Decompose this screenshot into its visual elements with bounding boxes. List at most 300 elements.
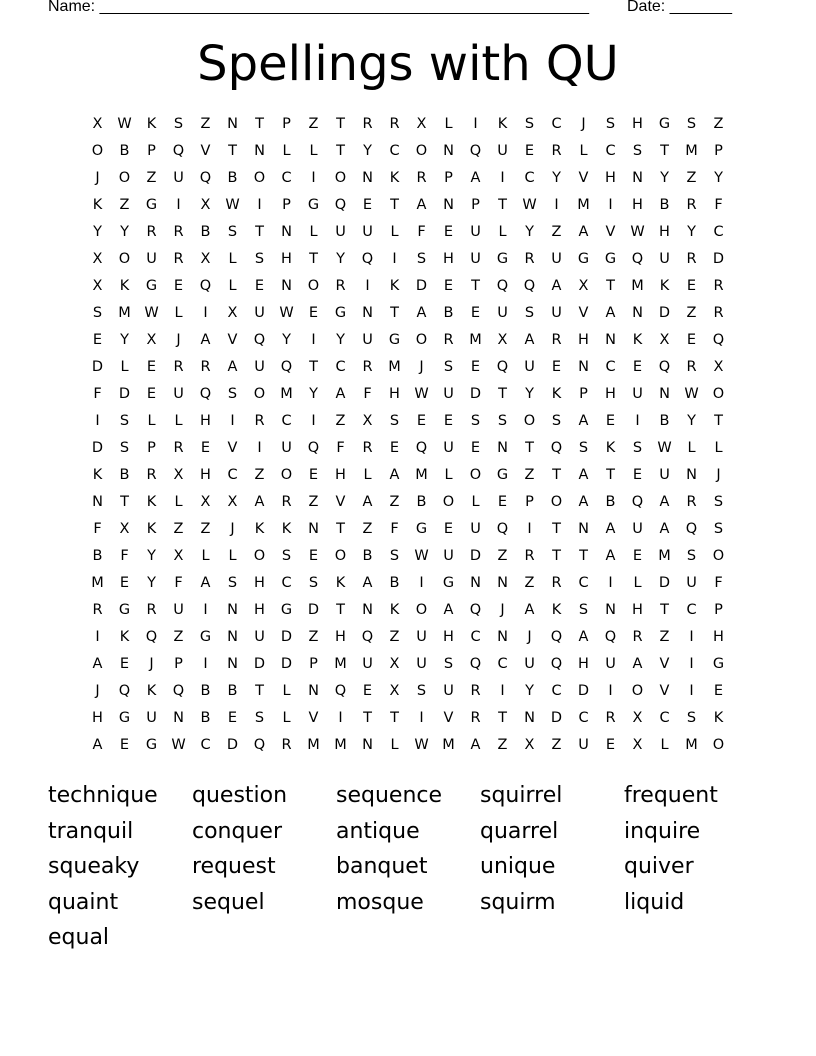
grid-letter[interactable]: A — [578, 629, 589, 645]
grid-letter[interactable]: H — [200, 467, 211, 483]
grid-letter[interactable]: O — [712, 548, 725, 564]
grid-letter[interactable]: R — [146, 224, 157, 240]
grid-letter[interactable]: W — [117, 116, 132, 132]
grid-letter[interactable]: Z — [146, 170, 157, 186]
grid-letter[interactable]: T — [309, 359, 318, 375]
grid-letter[interactable]: J — [527, 629, 532, 645]
grid-letter[interactable]: E — [497, 494, 508, 510]
grid-letter[interactable]: C — [335, 359, 346, 375]
grid-letter[interactable]: B — [200, 710, 211, 726]
grid-letter[interactable]: G — [658, 116, 671, 132]
grid-letter[interactable]: R — [686, 251, 697, 267]
grid-letter[interactable]: A — [578, 494, 589, 510]
grid-letter[interactable]: L — [390, 737, 399, 753]
grid-letter[interactable]: E — [686, 278, 697, 294]
grid-letter[interactable]: D — [658, 305, 671, 321]
grid-letter[interactable]: M — [685, 737, 698, 753]
grid-letter[interactable]: R — [281, 737, 292, 753]
grid-letter[interactable]: Q — [550, 656, 563, 672]
grid-letter[interactable]: C — [281, 170, 292, 186]
grid-letter[interactable]: E — [146, 386, 157, 402]
grid-letter[interactable]: C — [524, 170, 535, 186]
grid-letter[interactable]: H — [632, 602, 643, 618]
grid-letter[interactable]: I — [230, 413, 235, 429]
grid-letter[interactable]: K — [389, 278, 400, 294]
grid-letter[interactable]: U — [254, 305, 265, 321]
grid-letter[interactable]: S — [713, 521, 724, 537]
grid-letter[interactable]: N — [254, 143, 265, 159]
grid-letter[interactable]: O — [334, 548, 347, 564]
grid-letter[interactable]: A — [605, 548, 616, 564]
grid-letter[interactable]: I — [419, 575, 424, 591]
grid-letter[interactable]: H — [200, 413, 211, 429]
grid-letter[interactable]: Z — [497, 737, 508, 753]
grid-letter[interactable]: G — [307, 197, 320, 213]
grid-letter[interactable]: S — [308, 575, 319, 591]
grid-letter[interactable]: L — [309, 224, 318, 240]
grid-letter[interactable]: H — [254, 602, 265, 618]
grid-letter[interactable]: M — [577, 197, 590, 213]
grid-letter[interactable]: S — [119, 440, 130, 456]
grid-letter[interactable]: B — [659, 197, 670, 213]
grid-letter[interactable]: H — [605, 386, 616, 402]
grid-letter[interactable]: D — [253, 656, 266, 672]
grid-letter[interactable]: R — [173, 224, 184, 240]
grid-letter[interactable]: O — [712, 386, 725, 402]
grid-letter[interactable]: Y — [120, 332, 129, 348]
grid-letter[interactable]: U — [605, 656, 616, 672]
grid-letter[interactable]: T — [498, 197, 507, 213]
grid-letter[interactable]: E — [632, 548, 643, 564]
grid-letter[interactable]: R — [362, 440, 373, 456]
grid-letter[interactable]: S — [389, 413, 400, 429]
grid-letter[interactable]: K — [389, 170, 400, 186]
grid-letter[interactable]: N — [497, 629, 508, 645]
grid-letter[interactable]: Q — [280, 359, 293, 375]
grid-letter[interactable]: G — [415, 521, 428, 537]
grid-letter[interactable]: P — [471, 197, 480, 213]
grid-letter[interactable]: S — [497, 413, 508, 429]
grid-letter[interactable]: C — [578, 575, 589, 591]
grid-letter[interactable]: Q — [523, 278, 536, 294]
grid-letter[interactable]: B — [389, 575, 400, 591]
grid-letter[interactable]: A — [389, 467, 400, 483]
grid-letter[interactable]: M — [415, 467, 428, 483]
grid-letter[interactable]: Q — [604, 629, 617, 645]
grid-letter[interactable]: E — [632, 467, 643, 483]
grid-letter[interactable]: I — [689, 656, 694, 672]
grid-letter[interactable]: G — [118, 602, 131, 618]
grid-letter[interactable]: W — [630, 224, 645, 240]
grid-letter[interactable]: A — [254, 494, 265, 510]
grid-letter[interactable]: E — [200, 440, 211, 456]
grid-letter[interactable]: X — [92, 278, 103, 294]
grid-letter[interactable]: Y — [552, 170, 561, 186]
grid-letter[interactable]: R — [632, 629, 643, 645]
grid-letter[interactable]: K — [92, 467, 103, 483]
grid-letter[interactable]: U — [254, 629, 265, 645]
grid-letter[interactable]: H — [632, 116, 643, 132]
grid-letter[interactable]: D — [658, 575, 671, 591]
grid-letter[interactable]: D — [469, 548, 482, 564]
grid-letter[interactable]: W — [279, 305, 294, 321]
grid-letter[interactable]: S — [416, 251, 427, 267]
grid-letter[interactable]: O — [631, 683, 644, 699]
grid-letter[interactable]: S — [686, 116, 697, 132]
grid-letter[interactable]: A — [92, 656, 103, 672]
grid-letter[interactable]: S — [443, 656, 454, 672]
grid-letter[interactable]: P — [174, 656, 183, 672]
grid-letter[interactable]: A — [200, 332, 211, 348]
grid-letter[interactable]: M — [685, 143, 698, 159]
grid-letter[interactable]: Q — [334, 683, 347, 699]
grid-letter[interactable]: F — [93, 521, 102, 537]
grid-letter[interactable]: L — [201, 548, 210, 564]
grid-letter[interactable]: X — [362, 413, 373, 429]
grid-letter[interactable]: Q — [496, 359, 509, 375]
grid-letter[interactable]: M — [307, 737, 320, 753]
grid-letter[interactable]: U — [281, 440, 292, 456]
grid-letter[interactable]: I — [635, 413, 640, 429]
grid-letter[interactable]: C — [470, 629, 481, 645]
grid-letter[interactable]: Q — [469, 656, 482, 672]
grid-letter[interactable]: H — [632, 197, 643, 213]
grid-letter[interactable]: M — [334, 737, 347, 753]
grid-letter[interactable]: A — [362, 494, 373, 510]
grid-letter[interactable]: H — [659, 224, 670, 240]
grid-letter[interactable]: D — [469, 386, 482, 402]
grid-letter[interactable]: U — [659, 467, 670, 483]
grid-letter[interactable]: T — [552, 521, 561, 537]
grid-letter[interactable]: U — [443, 683, 454, 699]
grid-letter[interactable]: Z — [524, 467, 535, 483]
grid-letter[interactable]: T — [552, 467, 561, 483]
grid-letter[interactable]: X — [632, 710, 643, 726]
grid-letter[interactable]: C — [281, 575, 292, 591]
grid-letter[interactable]: N — [227, 602, 238, 618]
grid-letter[interactable]: I — [257, 440, 262, 456]
grid-letter[interactable]: G — [118, 710, 131, 726]
grid-letter[interactable]: G — [604, 251, 617, 267]
grid-letter[interactable]: O — [307, 278, 320, 294]
grid-letter[interactable]: K — [281, 521, 292, 537]
grid-letter[interactable]: X — [173, 548, 184, 564]
grid-letter[interactable]: Q — [415, 440, 428, 456]
grid-letter[interactable]: T — [255, 224, 264, 240]
grid-letter[interactable]: W — [657, 440, 672, 456]
grid-letter[interactable]: S — [524, 116, 535, 132]
grid-letter[interactable]: Q — [334, 197, 347, 213]
grid-letter[interactable]: Q — [145, 629, 158, 645]
grid-letter[interactable]: O — [415, 602, 428, 618]
grid-letter[interactable]: S — [173, 116, 184, 132]
grid-letter[interactable]: N — [362, 602, 373, 618]
grid-letter[interactable]: U — [659, 251, 670, 267]
grid-letter[interactable]: V — [659, 683, 670, 699]
grid-letter[interactable]: U — [470, 224, 481, 240]
grid-letter[interactable]: L — [228, 251, 237, 267]
grid-letter[interactable]: E — [254, 278, 265, 294]
grid-letter[interactable]: T — [498, 386, 507, 402]
grid-letter[interactable]: B — [605, 494, 616, 510]
grid-letter[interactable]: P — [282, 116, 291, 132]
grid-letter[interactable]: Z — [497, 548, 508, 564]
grid-letter[interactable]: A — [416, 305, 427, 321]
grid-letter[interactable]: U — [254, 359, 265, 375]
grid-letter[interactable]: S — [470, 413, 481, 429]
grid-letter[interactable]: X — [389, 656, 400, 672]
grid-letter[interactable]: W — [414, 737, 429, 753]
grid-letter[interactable]: A — [578, 467, 589, 483]
grid-letter[interactable]: E — [551, 359, 562, 375]
grid-letter[interactable]: T — [525, 440, 534, 456]
grid-letter[interactable]: A — [470, 737, 481, 753]
grid-letter[interactable]: E — [227, 710, 238, 726]
grid-letter[interactable]: E — [146, 359, 157, 375]
grid-letter[interactable]: R — [362, 359, 373, 375]
grid-letter[interactable]: J — [95, 170, 100, 186]
grid-letter[interactable]: V — [578, 170, 589, 186]
grid-letter[interactable]: X — [713, 359, 724, 375]
grid-letter[interactable]: P — [444, 170, 453, 186]
grid-letter[interactable]: N — [443, 143, 454, 159]
grid-letter[interactable]: Q — [253, 332, 266, 348]
grid-letter[interactable]: C — [713, 224, 724, 240]
grid-letter[interactable]: P — [282, 197, 291, 213]
grid-letter[interactable]: W — [414, 386, 429, 402]
grid-letter[interactable]: L — [633, 575, 642, 591]
grid-letter[interactable]: Q — [172, 143, 185, 159]
grid-letter[interactable]: R — [146, 467, 157, 483]
grid-letter[interactable]: Y — [336, 251, 345, 267]
grid-letter[interactable]: T — [390, 197, 399, 213]
grid-letter[interactable]: H — [389, 386, 400, 402]
grid-letter[interactable]: A — [632, 656, 643, 672]
grid-letter[interactable]: J — [149, 656, 154, 672]
grid-letter[interactable]: S — [605, 116, 616, 132]
grid-letter[interactable]: Q — [712, 332, 725, 348]
grid-letter[interactable]: S — [227, 224, 238, 240]
grid-letter[interactable]: A — [524, 332, 535, 348]
grid-letter[interactable]: N — [308, 521, 319, 537]
grid-letter[interactable]: X — [200, 494, 211, 510]
grid-letter[interactable]: T — [714, 413, 723, 429]
grid-letter[interactable]: G — [145, 197, 158, 213]
grid-letter[interactable]: P — [714, 602, 723, 618]
grid-letter[interactable]: R — [713, 305, 724, 321]
grid-letter[interactable]: M — [91, 575, 104, 591]
grid-letter[interactable]: V — [227, 440, 238, 456]
grid-letter[interactable]: R — [200, 359, 211, 375]
grid-letter[interactable]: E — [92, 332, 103, 348]
grid-letter[interactable]: U — [497, 305, 508, 321]
grid-letter[interactable]: J — [500, 602, 505, 618]
grid-letter[interactable]: L — [282, 710, 291, 726]
grid-letter[interactable]: G — [145, 278, 158, 294]
grid-letter[interactable]: F — [417, 224, 426, 240]
grid-letter[interactable]: V — [605, 224, 616, 240]
grid-letter[interactable]: O — [280, 467, 293, 483]
grid-letter[interactable]: B — [119, 143, 130, 159]
grid-letter[interactable]: I — [311, 170, 316, 186]
grid-letter[interactable]: U — [551, 305, 562, 321]
grid-letter[interactable]: A — [443, 602, 454, 618]
grid-letter[interactable]: T — [390, 305, 399, 321]
grid-letter[interactable]: C — [578, 710, 589, 726]
grid-letter[interactable]: T — [228, 143, 237, 159]
grid-letter[interactable]: U — [362, 332, 373, 348]
grid-letter[interactable]: F — [120, 548, 129, 564]
grid-letter[interactable]: S — [92, 305, 103, 321]
grid-letter[interactable]: I — [419, 710, 424, 726]
grid-letter[interactable]: J — [95, 683, 100, 699]
grid-letter[interactable]: X — [92, 116, 103, 132]
grid-letter[interactable]: Z — [308, 629, 319, 645]
grid-letter[interactable]: U — [146, 710, 157, 726]
grid-letter[interactable]: U — [443, 386, 454, 402]
grid-letter[interactable]: E — [605, 737, 616, 753]
grid-letter[interactable]: N — [308, 683, 319, 699]
grid-letter[interactable]: M — [280, 386, 293, 402]
grid-letter[interactable]: Q — [118, 683, 131, 699]
grid-letter[interactable]: J — [716, 467, 721, 483]
grid-letter[interactable]: A — [578, 224, 589, 240]
grid-letter[interactable]: A — [524, 602, 535, 618]
grid-letter[interactable]: O — [523, 413, 536, 429]
grid-letter[interactable]: K — [119, 629, 130, 645]
grid-letter[interactable]: A — [659, 494, 670, 510]
grid-letter[interactable]: A — [416, 197, 427, 213]
grid-letter[interactable]: K — [92, 197, 103, 213]
grid-letter[interactable]: G — [712, 656, 725, 672]
grid-letter[interactable]: R — [389, 116, 400, 132]
grid-letter[interactable]: Y — [147, 548, 156, 564]
grid-letter[interactable]: I — [473, 116, 478, 132]
grid-letter[interactable]: O — [415, 332, 428, 348]
grid-letter[interactable]: S — [389, 548, 400, 564]
grid-letter[interactable]: U — [632, 386, 643, 402]
grid-letter[interactable]: Y — [525, 386, 534, 402]
grid-letter[interactable]: I — [95, 629, 100, 645]
grid-letter[interactable]: G — [442, 575, 455, 591]
grid-letter[interactable]: N — [605, 602, 616, 618]
grid-letter[interactable]: K — [551, 602, 562, 618]
grid-letter[interactable]: Z — [389, 629, 400, 645]
grid-letter[interactable]: D — [415, 278, 428, 294]
grid-letter[interactable]: Y — [687, 224, 696, 240]
grid-letter[interactable]: W — [414, 548, 429, 564]
grid-letter[interactable]: H — [335, 629, 346, 645]
grid-letter[interactable]: N — [92, 494, 103, 510]
grid-letter[interactable]: E — [443, 278, 454, 294]
grid-letter[interactable]: T — [309, 251, 318, 267]
grid-letter[interactable]: N — [497, 440, 508, 456]
grid-letter[interactable]: S — [281, 548, 292, 564]
grid-letter[interactable]: W — [171, 737, 186, 753]
grid-letter[interactable]: Y — [363, 143, 372, 159]
grid-letter[interactable]: M — [334, 656, 347, 672]
grid-letter[interactable]: D — [118, 386, 131, 402]
grid-letter[interactable]: I — [203, 656, 208, 672]
grid-letter[interactable]: E — [119, 575, 130, 591]
grid-letter[interactable]: F — [714, 197, 723, 213]
grid-letter[interactable]: U — [470, 251, 481, 267]
grid-letter[interactable]: Q — [361, 251, 374, 267]
grid-letter[interactable]: D — [307, 602, 320, 618]
grid-letter[interactable]: Q — [496, 521, 509, 537]
grid-letter[interactable]: C — [389, 143, 400, 159]
grid-letter[interactable]: T — [255, 683, 264, 699]
grid-letter[interactable]: H — [281, 251, 292, 267]
grid-letter[interactable]: R — [362, 116, 373, 132]
grid-letter[interactable]: Y — [525, 224, 534, 240]
grid-letter[interactable]: U — [443, 548, 454, 564]
grid-letter[interactable]: W — [225, 197, 240, 213]
grid-letter[interactable]: B — [119, 467, 130, 483]
grid-letter[interactable]: E — [119, 737, 130, 753]
grid-letter[interactable]: T — [606, 467, 615, 483]
grid-letter[interactable]: R — [443, 332, 454, 348]
grid-letter[interactable]: L — [363, 467, 372, 483]
grid-letter[interactable]: R — [605, 710, 616, 726]
grid-letter[interactable]: K — [497, 116, 508, 132]
grid-letter[interactable]: E — [173, 278, 184, 294]
grid-letter[interactable]: T — [120, 494, 129, 510]
grid-letter[interactable]: T — [336, 116, 345, 132]
grid-letter[interactable]: I — [392, 251, 397, 267]
grid-letter[interactable]: L — [228, 548, 237, 564]
grid-letter[interactable]: C — [551, 683, 562, 699]
grid-letter[interactable]: T — [660, 143, 669, 159]
grid-letter[interactable]: E — [632, 359, 643, 375]
grid-letter[interactable]: E — [362, 683, 373, 699]
grid-letter[interactable]: R — [713, 278, 724, 294]
grid-letter[interactable]: Z — [200, 521, 211, 537]
grid-letter[interactable]: Q — [307, 440, 320, 456]
grid-letter[interactable]: X — [200, 251, 211, 267]
grid-letter[interactable]: S — [632, 440, 643, 456]
grid-letter[interactable]: T — [471, 278, 480, 294]
grid-letter[interactable]: R — [173, 359, 184, 375]
grid-letter[interactable]: H — [254, 575, 265, 591]
grid-letter[interactable]: T — [552, 548, 561, 564]
grid-letter[interactable]: M — [388, 359, 401, 375]
grid-letter[interactable]: B — [443, 305, 454, 321]
grid-letter[interactable]: N — [632, 305, 643, 321]
grid-letter[interactable]: I — [203, 602, 208, 618]
grid-letter[interactable]: O — [550, 494, 563, 510]
grid-letter[interactable]: U — [335, 224, 346, 240]
grid-letter[interactable]: E — [443, 521, 454, 537]
grid-letter[interactable]: S — [632, 143, 643, 159]
grid-letter[interactable]: M — [442, 737, 455, 753]
grid-letter[interactable]: G — [145, 737, 158, 753]
grid-letter[interactable]: L — [174, 494, 183, 510]
grid-letter[interactable]: N — [362, 305, 373, 321]
grid-letter[interactable]: U — [524, 656, 535, 672]
grid-letter[interactable]: U — [362, 656, 373, 672]
grid-letter[interactable]: D — [577, 683, 590, 699]
grid-letter[interactable]: L — [174, 413, 183, 429]
grid-letter[interactable]: H — [578, 656, 589, 672]
grid-letter[interactable]: C — [551, 116, 562, 132]
grid-letter[interactable]: K — [254, 521, 265, 537]
grid-letter[interactable]: C — [605, 359, 616, 375]
grid-letter[interactable]: V — [443, 710, 454, 726]
grid-letter[interactable]: X — [227, 305, 238, 321]
grid-letter[interactable]: N — [686, 467, 697, 483]
grid-letter[interactable]: E — [389, 440, 400, 456]
